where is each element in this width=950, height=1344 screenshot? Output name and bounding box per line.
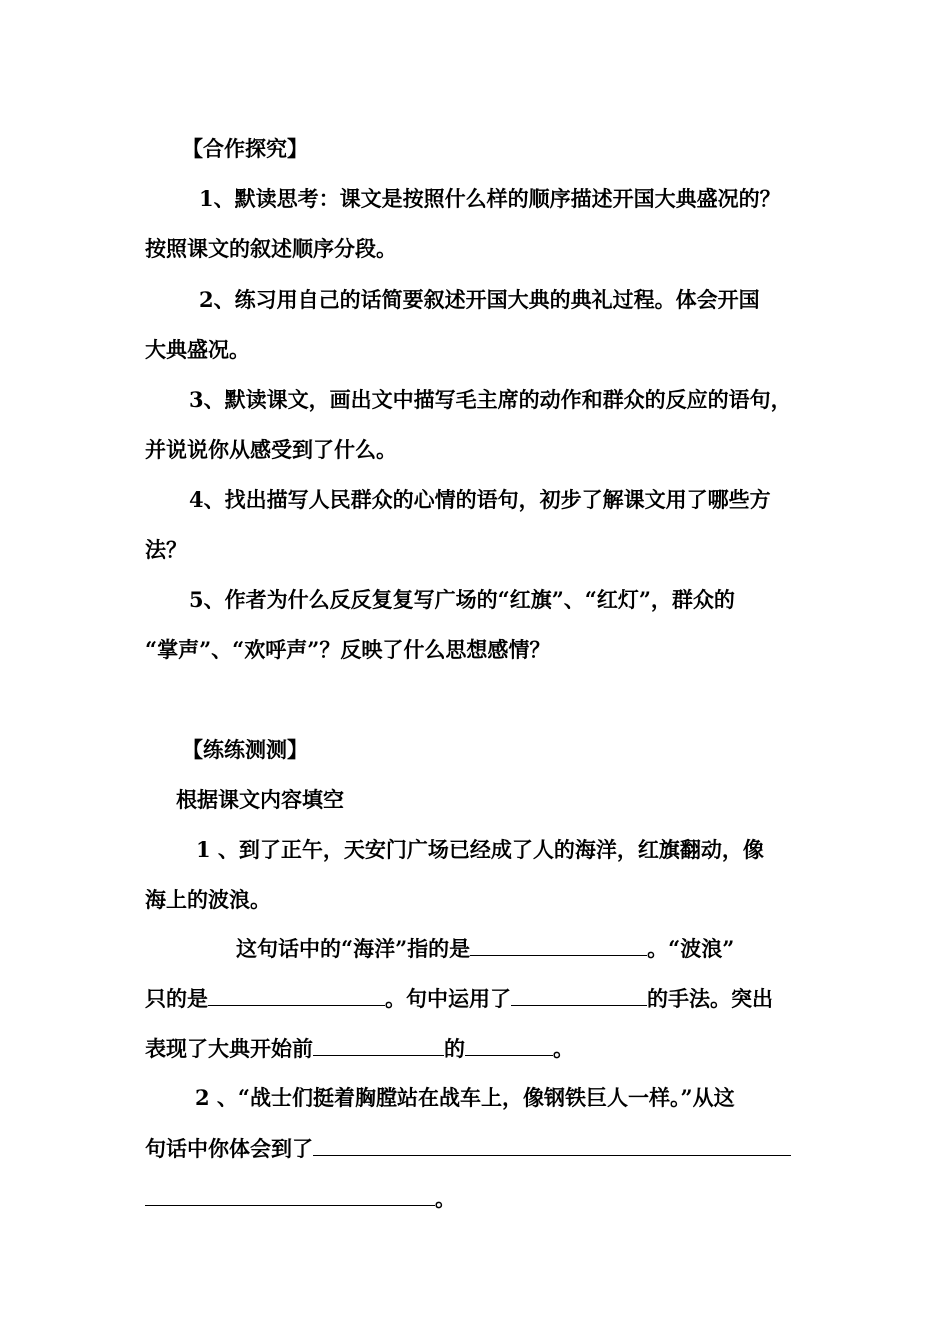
- exercise-1-text-a: 这句话中的“海洋”指的是: [236, 936, 471, 961]
- answer-blank-scene[interactable]: [313, 1035, 444, 1056]
- exercise-1-line-5: [145, 1034, 574, 1064]
- question-4-line-2: 法？: [145, 537, 187, 562]
- question-2-line-2: 大典盛况。: [145, 337, 250, 362]
- exercise-1-text-e: 的手法。突出: [647, 986, 773, 1011]
- exercise-1-line-2: 海上的波浪。: [145, 887, 271, 912]
- answer-blank-ocean[interactable]: [470, 935, 647, 956]
- answer-blank-technique[interactable]: [511, 985, 647, 1006]
- exercise-1-text-g: 的: [444, 1036, 465, 1061]
- exercise-1-line-4: [145, 984, 773, 1014]
- exercise-2-line-2: [145, 1134, 791, 1164]
- section-heading-cooperative: 【合作探究】: [182, 136, 308, 161]
- exercise-2-text-a: 句话中你体会到了: [145, 1136, 313, 1161]
- question-5-line-1: 5、作者为什么反反复复写广场的“红旗”、“红灯”，群众的: [189, 587, 735, 612]
- answer-blank-mood[interactable]: [465, 1035, 553, 1056]
- question-1-line-1: 1、默读思考：课文是按照什么样的顺序描述开国大典盛况的？: [199, 186, 781, 211]
- exercise-2-line-3: [145, 1184, 456, 1214]
- exercise-2-line-1: 2 、“战士们挺着胸膛站在战车上，像钢铁巨人一样。”从这: [195, 1085, 735, 1110]
- answer-blank-feeling-1[interactable]: [313, 1135, 791, 1156]
- answer-blank-feeling-2[interactable]: [145, 1185, 435, 1206]
- exercise-2-text-b: 。: [435, 1186, 456, 1211]
- answer-blank-wave[interactable]: [208, 985, 385, 1006]
- question-2-line-1: 2、练习用自己的话简要叙述开国大典的典礼过程。体会开国: [199, 287, 760, 312]
- exercise-1-text-b: 。“波浪”: [647, 936, 735, 961]
- exercise-1-text-f: 表现了大典开始前: [145, 1036, 313, 1061]
- practice-intro: 根据课文内容填空: [176, 787, 344, 812]
- question-3-line-1: 3、默读课文，画出文中描写毛主席的动作和群众的反应的语句，: [189, 387, 792, 412]
- section-heading-practice: 【练练测测】: [182, 737, 308, 762]
- exercise-1-line-1: 1 、到了正午，天安门广场已经成了人的海洋，红旗翻动，像: [196, 837, 764, 862]
- exercise-1-text-c: 只的是: [145, 986, 208, 1011]
- question-5-line-2: “掌声”、“欢呼声”？反映了什么思想感情？: [145, 637, 551, 662]
- exercise-1-line-3: [236, 934, 734, 964]
- exercise-1-text-d: 。句中运用了: [385, 986, 511, 1011]
- question-1-line-2: 按照课文的叙述顺序分段。: [145, 236, 397, 261]
- question-3-line-2: 并说说你从感受到了什么。: [145, 437, 397, 462]
- question-4-line-1: 4、找出描写人民群众的心情的语句，初步了解课文用了哪些方: [189, 487, 771, 512]
- exercise-1-text-h: 。: [553, 1036, 574, 1061]
